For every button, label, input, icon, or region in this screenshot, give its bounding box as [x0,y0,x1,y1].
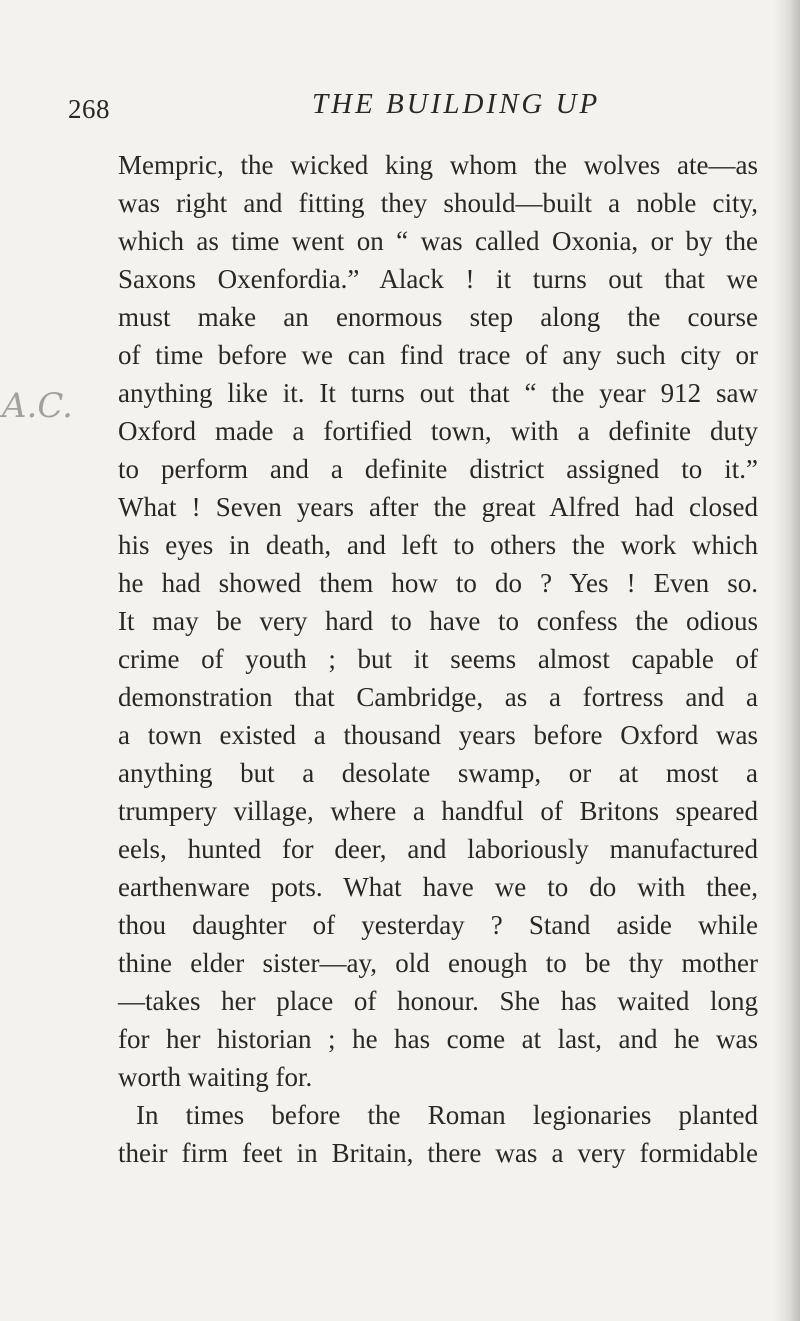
text-line: earthenware pots. What have we to do with thee, [118,872,758,902]
text-line: It may be very hard to have to confess the odious [118,606,758,636]
text-line: thine elder sister—ay, old enough to be thy mother [118,948,758,978]
text-line: anything but a desolate swamp, or at most a [118,758,758,788]
page-header [0,88,800,132]
text-line: demonstration that Cambridge, as a fortress and a [118,682,758,712]
text-line: Mempric, the wicked king whom the wolves ate—as [118,150,758,180]
text-line: of time before we can find trace of any such city or [118,340,758,370]
text-line: —takes her place of honour. She has waited long [118,986,758,1016]
text-line: trumpery village, where a handful of Britons speared [118,796,758,826]
text-line: Oxford made a fortified town, with a definite duty [118,416,758,446]
text-line: which as time went on “ was called Oxonia, or by the [118,226,758,256]
text-line: a town existed a thousand years before Oxford was [118,720,758,750]
text-line: to perform and a definite district assigned to it.” [118,454,758,484]
page-edge-shadow [774,0,800,1321]
text-line: for her historian ; he has come at last, and he was [118,1024,758,1054]
page-number: 268 [68,94,110,124]
text-line: must make an enormous step along the course [118,302,758,332]
text-line: thou daughter of yesterday ? Stand aside while [118,910,758,940]
text-line: What ! Seven years after the great Alfred had closed [118,492,758,522]
text-line: worth waiting for. [118,1062,313,1092]
text-line: he had showed them how to do ? Yes ! Even so. [118,568,758,598]
text-line: In times before the Roman legionaries planted [136,1100,758,1130]
body-text [118,146,758,1172]
text-line: Saxons Oxenfordia.” Alack ! it turns out that we [118,264,758,294]
text-line: his eyes in death, and left to others the work which [118,530,758,560]
running-head: THE BUILDING UP [312,88,601,120]
text-line: anything like it. It turns out that “ the year 912 saw [118,378,758,408]
text-line: crime of youth ; but it seems almost capable of [118,644,758,674]
text-line: was right and fitting they should—built a noble city, [118,188,758,218]
text-line: their firm feet in Britain, there was a very formidable [118,1138,758,1168]
text-line: eels, hunted for deer, and laboriously manufactured [118,834,758,864]
margin-annotation: A.C. [2,386,73,426]
